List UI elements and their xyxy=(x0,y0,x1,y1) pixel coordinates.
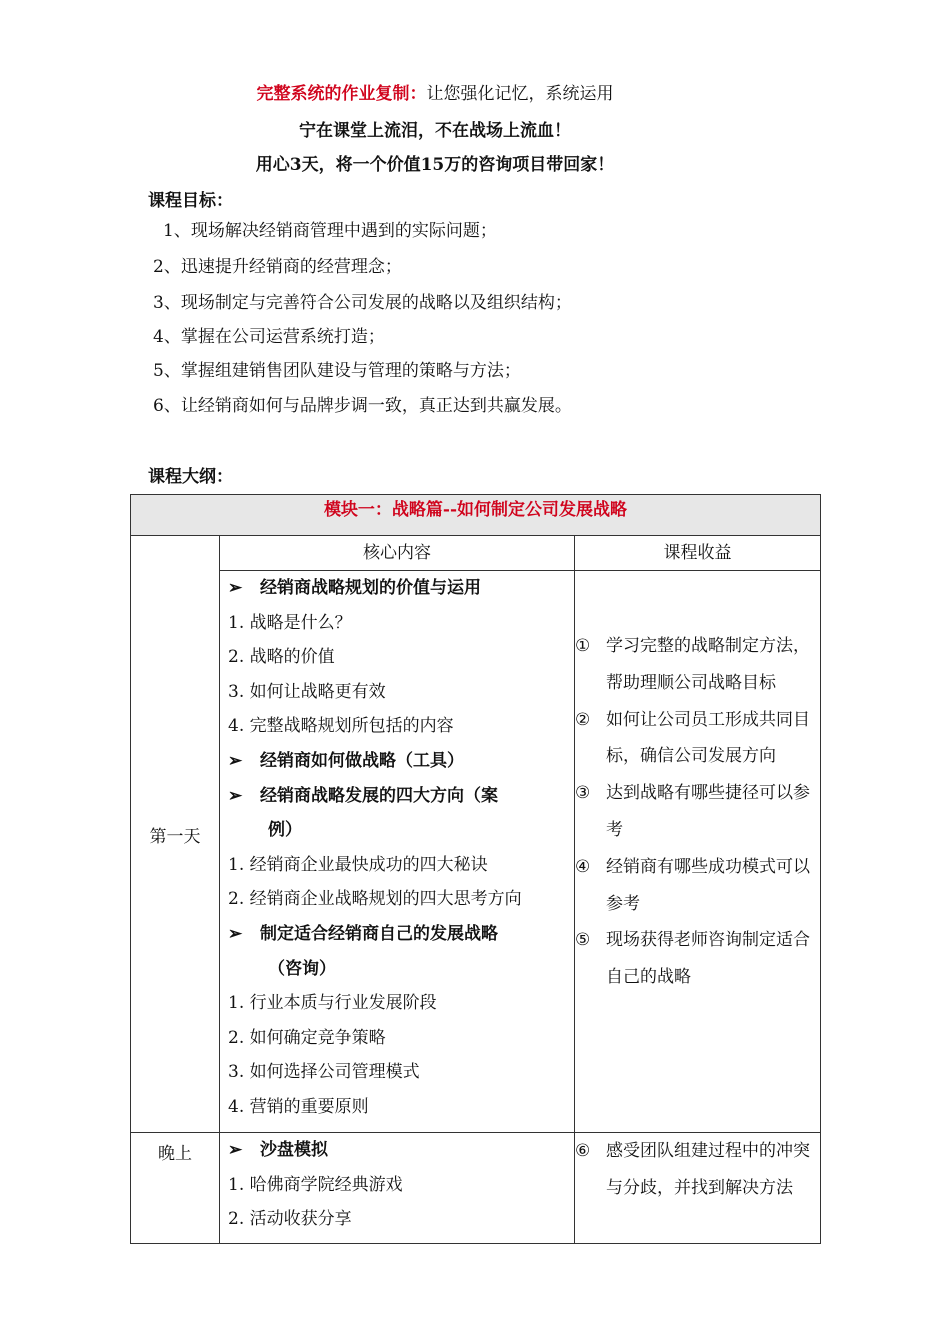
content-item: 4. 营销的重要原则 xyxy=(228,1096,369,1117)
section-heading: ➢ 经销商战略规划的价值与运用 xyxy=(220,571,574,606)
benefit-item: ④ 经销商有哪些成功模式可以参考 xyxy=(575,856,810,914)
content-item: 1. 行业本质与行业发展阶段 xyxy=(228,993,437,1014)
outline-table xyxy=(130,494,821,1244)
benefit-item: ② 如何让公司员工形成共同目标，确信公司发展方向 xyxy=(575,709,810,767)
goals-title: 课程目标： xyxy=(148,191,233,211)
goal-item: 1、现场解决经销商管理中遇到的实际问题； xyxy=(163,221,497,241)
section-heading: ➢ 经销商战略发展的四大方向（案 xyxy=(220,779,574,814)
intro-line-1-rest: 让您强化记忆，系统运用 xyxy=(426,84,614,104)
column-header-content: 核心内容 xyxy=(220,536,575,571)
intro-offer: 用心3天，将一个价值15万的咨询项目带回家！ xyxy=(255,155,615,175)
module-title: 模块一：战略篇--如何制定公司发展战略 xyxy=(131,495,821,536)
day-1-benefits xyxy=(575,571,821,1133)
benefit-item: ③ 达到战略有哪些捷径可以参考 xyxy=(575,783,810,840)
content-item: 2. 战略的价值 xyxy=(228,647,335,668)
content-item: 2. 活动收获分享 xyxy=(228,1209,352,1230)
content-item: 1. 哈佛商学院经典游戏 xyxy=(228,1174,403,1195)
content-item: 2. 经销商企业战略规划的四大思考方向 xyxy=(228,889,522,910)
night-label: 晚上 xyxy=(131,1133,220,1244)
content-item: 1. 战略是什么？ xyxy=(228,612,352,633)
benefit-item: ① 学习完整的战略制定方法，帮助理顺公司战略目标 xyxy=(575,636,810,693)
arrow-icon: ➢ xyxy=(228,785,243,806)
intro-highlight: 完整系统的作业复制： xyxy=(256,84,427,104)
day-1-label: 第一天 xyxy=(131,536,220,1133)
content-item: 1. 经销商企业最快成功的四大秘诀 xyxy=(228,854,488,875)
night-benefits xyxy=(575,1133,821,1244)
benefit-item: ⑥ 感受团队组建过程中的冲突与分歧，并找到解决方法 xyxy=(575,1141,810,1198)
goal-item: 4、掌握在公司运营系统打造； xyxy=(153,327,385,347)
section-heading: ➢ 制定适合经销商自己的发展战略 xyxy=(220,917,574,952)
column-header-benefit: 课程收益 xyxy=(575,536,821,571)
section-heading: ➢ 沙盘模拟 xyxy=(220,1133,574,1168)
day-1-content xyxy=(220,571,575,1133)
intro-slogan: 宁在课堂上流泪，不在战场上流血！ xyxy=(299,121,571,141)
content-item: 4. 完整战略规划所包括的内容 xyxy=(228,716,454,737)
benefit-item: ⑤ 现场获得老师咨询制定适合自己的战略 xyxy=(575,930,810,988)
outline-title: 课程大纲： xyxy=(148,467,233,487)
arrow-icon: ➢ xyxy=(228,923,243,944)
goal-item: 5、掌握组建销售团队建设与管理的策略与方法； xyxy=(153,361,521,381)
section-heading: ➢ 经销商如何做战略（工具） xyxy=(220,744,574,779)
content-item: 3. 如何选择公司管理模式 xyxy=(228,1062,420,1083)
section-heading-continued: （咨询） xyxy=(268,958,336,979)
arrow-icon: ➢ xyxy=(228,750,243,771)
goal-item: 6、让经销商如何与品牌步调一致，真正达到共赢发展。 xyxy=(153,396,572,416)
goal-item: 2、迅速提升经销商的经营理念； xyxy=(153,257,402,277)
night-content xyxy=(220,1133,575,1244)
section-heading-continued: 例） xyxy=(268,820,302,841)
content-item: 3. 如何让战略更有效 xyxy=(228,681,386,702)
arrow-icon: ➢ xyxy=(228,578,243,598)
content-item: 2. 如何确定竞争策略 xyxy=(228,1027,386,1048)
goal-item: 3、现场制定与完善符合公司发展的战略以及组织结构； xyxy=(153,293,572,313)
intro-line-1 xyxy=(0,83,870,105)
arrow-icon: ➢ xyxy=(228,1140,243,1160)
